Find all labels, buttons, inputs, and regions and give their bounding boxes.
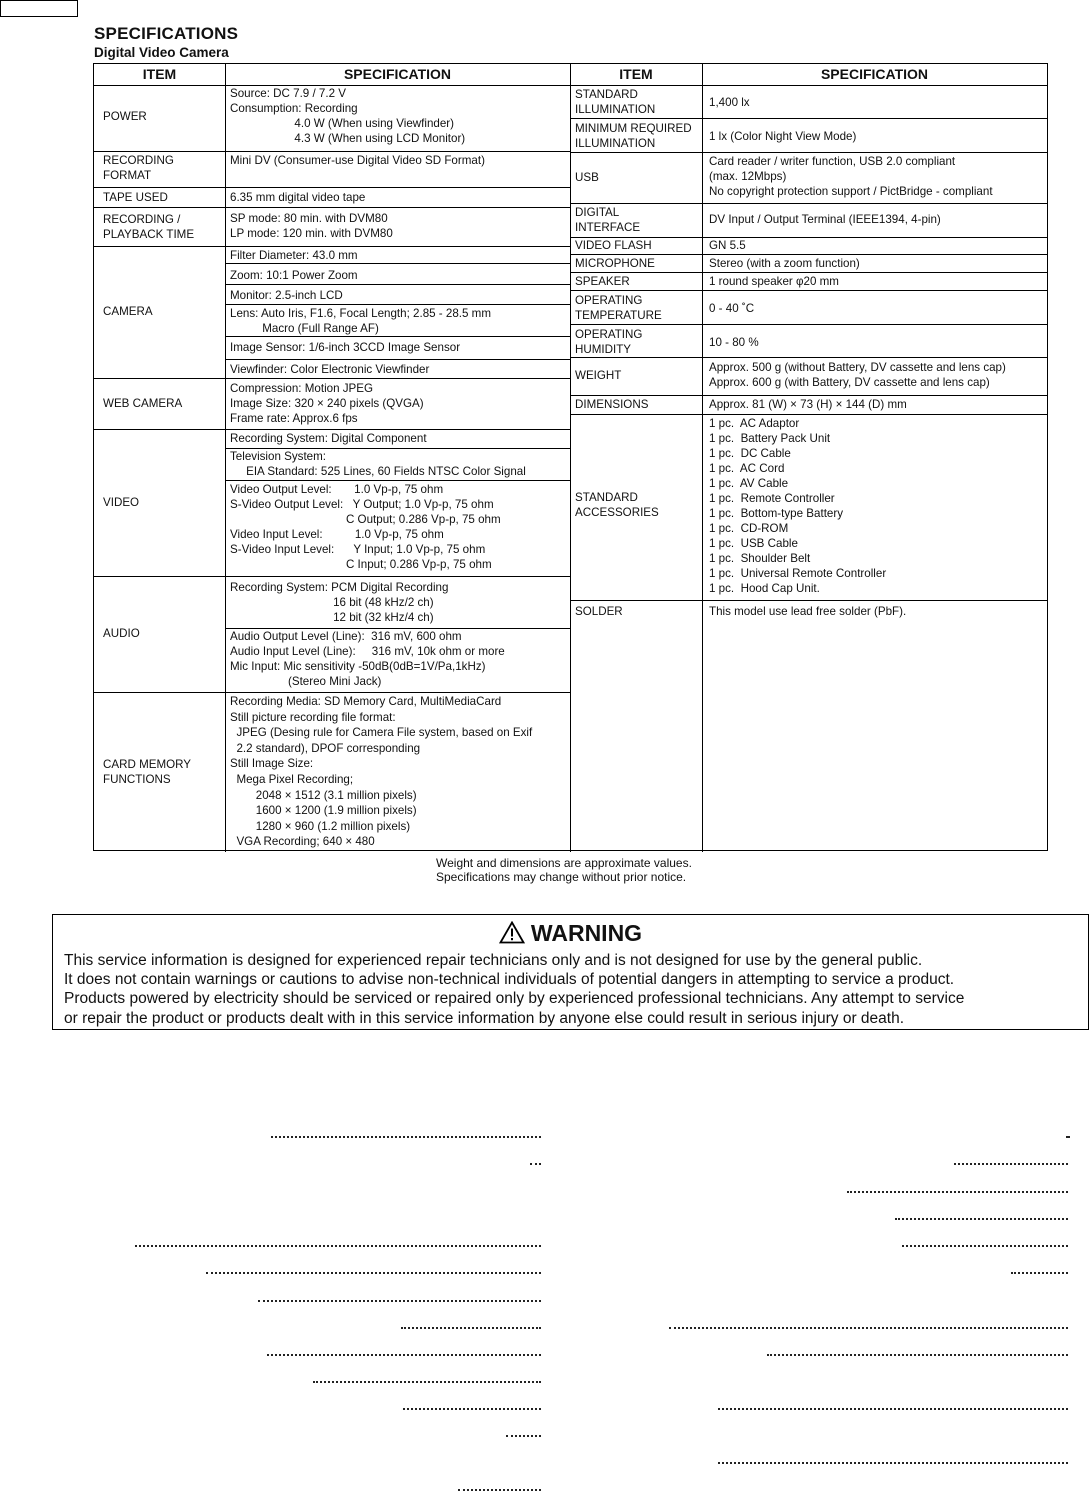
item-label-tape-used: TAPE USED [103,191,168,204]
leader-line [895,1218,1068,1220]
leader-line [506,1435,541,1437]
leader-line [206,1272,541,1274]
spec-audio-levels: Audio Output Level (Line): 316 mV, 600 ohm Audio Input Level (Line): 316 mV, 10k ohm or more Mic Input: Mic sensitivity -50dB(0dB=1V/Pa,1kHz) (Stereo Mini Jack) [230,630,505,688]
spec-standard-illumination: 1,400 lx [709,96,750,109]
leader-line [258,1300,541,1302]
header-spec-right: SPECIFICATION [820,66,929,82]
spec-solder: This model use lead free solder (PbF). [709,605,907,618]
leader-line [267,1354,541,1356]
leader-line [403,1408,541,1410]
leader-line [313,1381,541,1383]
item-label-standard-illumination: STANDARD ILLUMINATION [575,88,656,116]
spec-dimensions: Approx. 81 (W) × 73 (H) × 144 (D) mm [709,398,907,411]
page-subtitle: Digital Video Camera [94,45,229,60]
item-label-video-flash: VIDEO FLASH [575,239,652,252]
spec-filter-diameter: Filter Diameter: 43.0 mm [230,249,358,262]
spec-zoom: Zoom: 10:1 Power Zoom [230,269,358,282]
item-label-recording-format: RECORDING FORMAT [103,154,174,182]
specifications-table [93,63,1048,851]
warning-box [52,914,1089,1030]
spec-tape-used: 6.35 mm digital video tape [230,191,366,204]
spec-operating-temperature: 0 - 40 ˚C [709,302,755,315]
spec-image-sensor: Image Sensor: 1/6-inch 3CCD Image Sensor [230,341,461,354]
item-label-usb: USB [575,171,599,184]
leader-line [847,1191,1068,1193]
spec-viewfinder: Viewfinder: Color Electronic Viewfinder [230,363,430,376]
warning-heading-row [53,920,1088,947]
item-label-operating-humidity: OPERATING HUMIDITY [575,328,643,356]
leader-line [401,1327,541,1329]
warning-body: This service information is designed for experienced repair technicians only and is not designed for use by the general public. It does not contain warnings or cautions to advise non-technical individuals of potential dangers in attempting to service a product. Products powered by electricity should be serviced or repaired only by experienced professional technicians. Any attempt to service or repair the product or products dealt with in this service information by anyone else could result in serious injury or death. [64,952,965,1027]
item-label-digital-interface: DIGITAL INTERFACE [575,206,641,234]
item-label-dimensions: DIMENSIONS [575,398,649,411]
leader-line [1011,1272,1068,1274]
item-label-solder: SOLDER [575,605,623,618]
header-spec-left: SPECIFICATION [343,66,452,82]
leader-line [954,1163,1068,1165]
spec-lens: Lens: Auto Iris, F1.6, Focal Length; 2.85 - 28.5 mm Macro (Full Range AF) [230,307,491,335]
item-label-weight: WEIGHT [575,369,622,382]
header-item-right: ITEM [619,66,653,82]
spec-usb: Card reader / writer function, USB 2.0 compliant (max. 12Mbps) No copyright protection support / PictBridge - compliant [709,155,993,198]
item-label-video: VIDEO [103,496,140,509]
item-label-standard-accessories: STANDARD ACCESSORIES [575,491,659,519]
spec-operating-humidity: 10 - 80 % [709,336,759,349]
item-label-recording-playback-time: RECORDING / PLAYBACK TIME [103,213,195,241]
spec-power: Source: DC 7.9 / 7.2 V Consumption: Recording 4.0 W (When using Viewfinder) 4.3 W (When using LCD Monitor) [230,87,466,145]
leader-line [718,1408,1068,1410]
item-label-minimum-illumination: MINIMUM REQUIRED ILLUMINATION [575,122,692,150]
spec-recording-format: Mini DV (Consumer-use Digital Video SD Format) [230,154,485,167]
spec-television-system: Television System: EIA Standard: 525 Lines, 60 Fields NTSC Color Signal [230,450,526,478]
leader-line [902,1245,1068,1247]
spec-video-flash: GN 5.5 [709,239,746,252]
footnote: Weight and dimensions are approximate values. Specifications may change without prior notice. [436,856,692,884]
leader-line [669,1327,1068,1329]
spec-recording-system: Recording System: Digital Component [230,432,427,445]
item-label-card-memory-functions: CARD MEMORY FUNCTIONS [103,758,192,786]
item-label-microphone: MICROPHONE [575,257,655,270]
spec-minimum-illumination: 1 lx (Color Night View Mode) [709,130,857,143]
item-label-web-camera: WEB CAMERA [103,397,183,410]
leader-line [458,1489,541,1491]
item-label-audio: AUDIO [103,627,140,640]
spec-monitor: Monitor: 2.5-inch LCD [230,289,343,302]
leader-line [271,1136,541,1138]
item-label-camera: CAMERA [103,305,153,318]
leader-line [530,1163,541,1165]
warning-triangle-icon [499,921,525,944]
spec-video-levels: Video Output Level: 1.0 Vp-p, 75 ohm S-Video Output Level: Y Output; 1.0 Vp-p, 75 ohm C Output; 0.286 Vp-p, 75 ohm Video Input Level: 1.0 Vp-p, 75 ohm S-Video Input Level: Y Input; 1.0 Vp-p, 75 ohm C Input; 0.286 Vp-p, 75 ohm [230,483,501,571]
spec-microphone: Stereo (with a zoom function) [709,257,860,270]
item-label-power: POWER [103,110,147,123]
item-label-operating-temperature: OPERATING TEMPERATURE [575,294,662,322]
page-corner-box [0,0,78,17]
item-label-speaker: SPEAKER [575,275,630,288]
spec-standard-accessories: 1 pc. AC Adaptor 1 pc. Battery Pack Unit 1 pc. DC Cable 1 pc. AC Cord 1 pc. AV Cable 1 pc. Remote Controller 1 pc. Bottom-type Battery 1 pc. CD-ROM 1 pc. USB Cable 1 pc. Shoulder Belt 1 pc. Universal Remote Controller 1 pc. Hood Cap Unit. [709,417,887,595]
spec-card-memory: Recording Media: SD Memory Card, MultiMediaCard Still picture recording file format: JPEG (Desing rule for Camera File system, based on Exif 2.2 standard), DPOF corresponding Still Image Size: Mega Pixel Recording; 2048 × 1512 (3.1 million pixels) 1600 × 1200 (1.9 million pixels) 1280 × 960 (1.2 million pixels) VGA Recording; 640 × 480 [230,695,533,849]
spec-weight: Approx. 500 g (without Battery, DV cassette and lens cap) Approx. 600 g (with Battery, DV cassette and lens cap) [709,361,1006,389]
leader-line [767,1354,1068,1356]
page-title: SPECIFICATIONS [94,24,239,43]
warning-heading: WARNING [530,920,643,946]
spec-audio-recording: Recording System: PCM Digital Recording 16 bit (48 kHz/2 ch) 12 bit (32 kHz/4 ch) [230,581,449,624]
spec-recording-playback-time: SP mode: 80 min. with DVM80 LP mode: 120 min. with DVM80 [230,212,393,240]
spec-speaker: 1 round speaker φ20 mm [709,275,839,288]
spec-web-camera: Compression: Motion JPEG Image Size: 320 × 240 pixels (QVGA) Frame rate: Approx.6 fps [230,382,424,425]
leader-line [718,1462,1068,1464]
header-item-left: ITEM [142,66,177,82]
leader-line [1066,1136,1070,1138]
leader-line [135,1245,541,1247]
spec-digital-interface: DV Input / Output Terminal (IEEE1394, 4-pin) [709,213,941,226]
